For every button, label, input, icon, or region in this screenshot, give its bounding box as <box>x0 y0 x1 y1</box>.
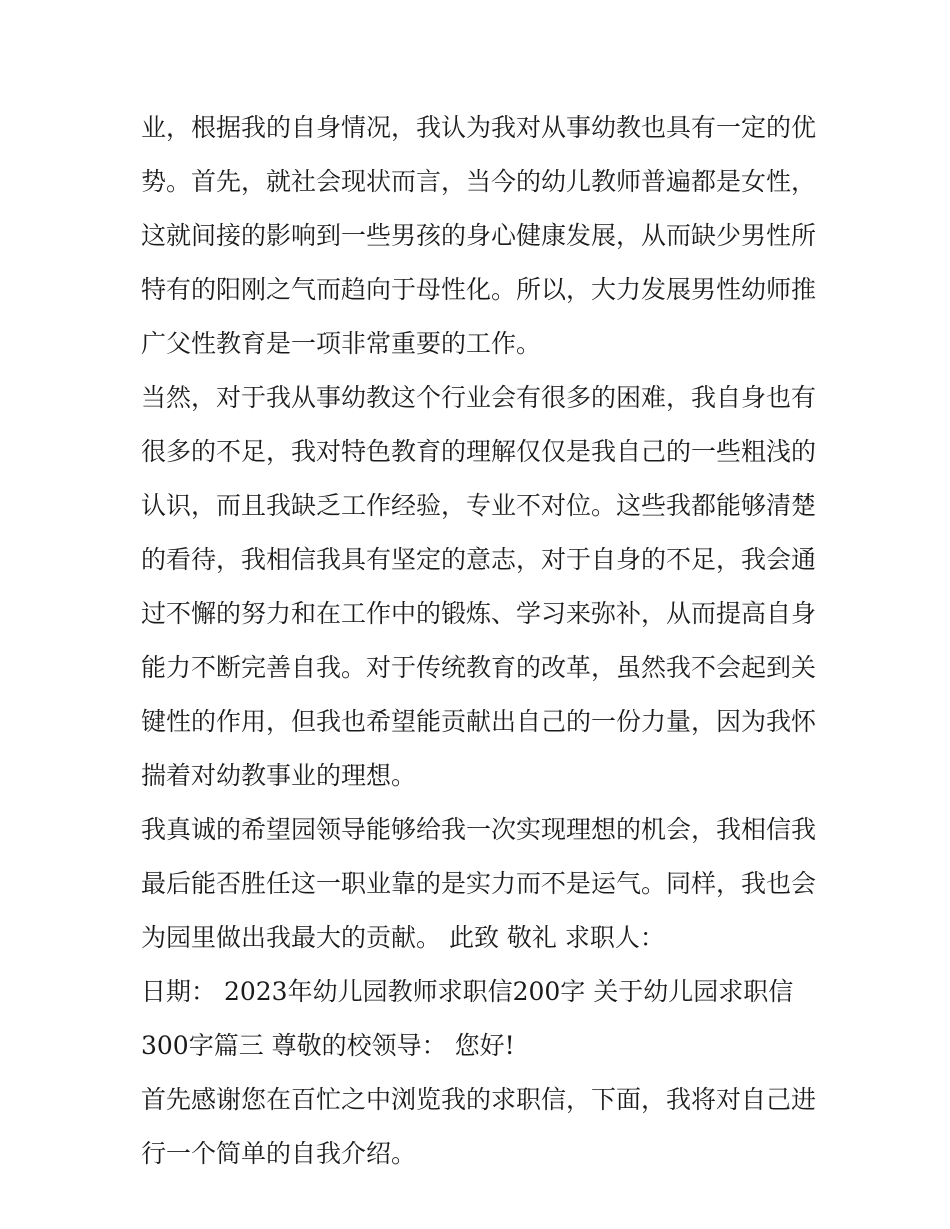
text-line: 首先感谢您在百忙之中浏览我的求职信，下面，我将对自己进 <box>141 1085 817 1114</box>
text-line: 广父性教育是一项非常重要的工作。 <box>141 329 542 358</box>
text-line: 认识，而且我缺乏工作经验，专业不对位。这些我都能够清楚 <box>141 491 817 520</box>
text-line: 行一个简单的自我介绍。 <box>141 1139 417 1168</box>
text-line: 键性的作用，但我也希望能贡献出自己的一份力量，因为我怀 <box>141 707 817 736</box>
text-line: 势。首先，就社会现状而言，当今的幼儿教师普遍都是女性， <box>141 167 817 196</box>
text-line: 揣着对幼教事业的理想。 <box>141 761 417 790</box>
text-line: 能力不断完善自我。对于传统教育的改革，虽然我不会起到关 <box>141 653 817 682</box>
text-line: 很多的不足，我对特色教育的理解仅仅是我自己的一些粗浅的 <box>141 437 817 466</box>
text-line: 为园里做出我最大的贡献。 此致 敬礼 求职人： <box>141 923 665 952</box>
text-line: 业，根据我的自身情况，我认为我对从事幼教也具有一定的优 <box>141 113 817 142</box>
text-line: 300字篇三 尊敬的校领导： 您好! <box>141 1031 515 1060</box>
text-line: 特有的阳刚之气而趋向于母性化。所以，大力发展男性幼师推 <box>141 275 817 304</box>
text-line: 日期： 2023年幼儿园教师求职信200字 关于幼儿园求职信 <box>141 977 794 1006</box>
document-body <box>141 101 821 1181</box>
text-line: 的看待，我相信我具有坚定的意志，对于自身的不足，我会通 <box>141 545 817 574</box>
text-line: 最后能否胜任这一职业靠的是实力而不是运气。同样，我也会 <box>141 869 817 898</box>
text-line: 过不懈的努力和在工作中的锻炼、学习来弥补，从而提高自身 <box>141 599 817 628</box>
text-line: 我真诚的希望园领导能够给我一次实现理想的机会，我相信我 <box>141 815 817 844</box>
text-line: 当然，对于我从事幼教这个行业会有很多的困难，我自身也有 <box>141 383 817 412</box>
text-line: 这就间接的影响到一些男孩的身心健康发展，从而缺少男性所 <box>141 221 817 250</box>
